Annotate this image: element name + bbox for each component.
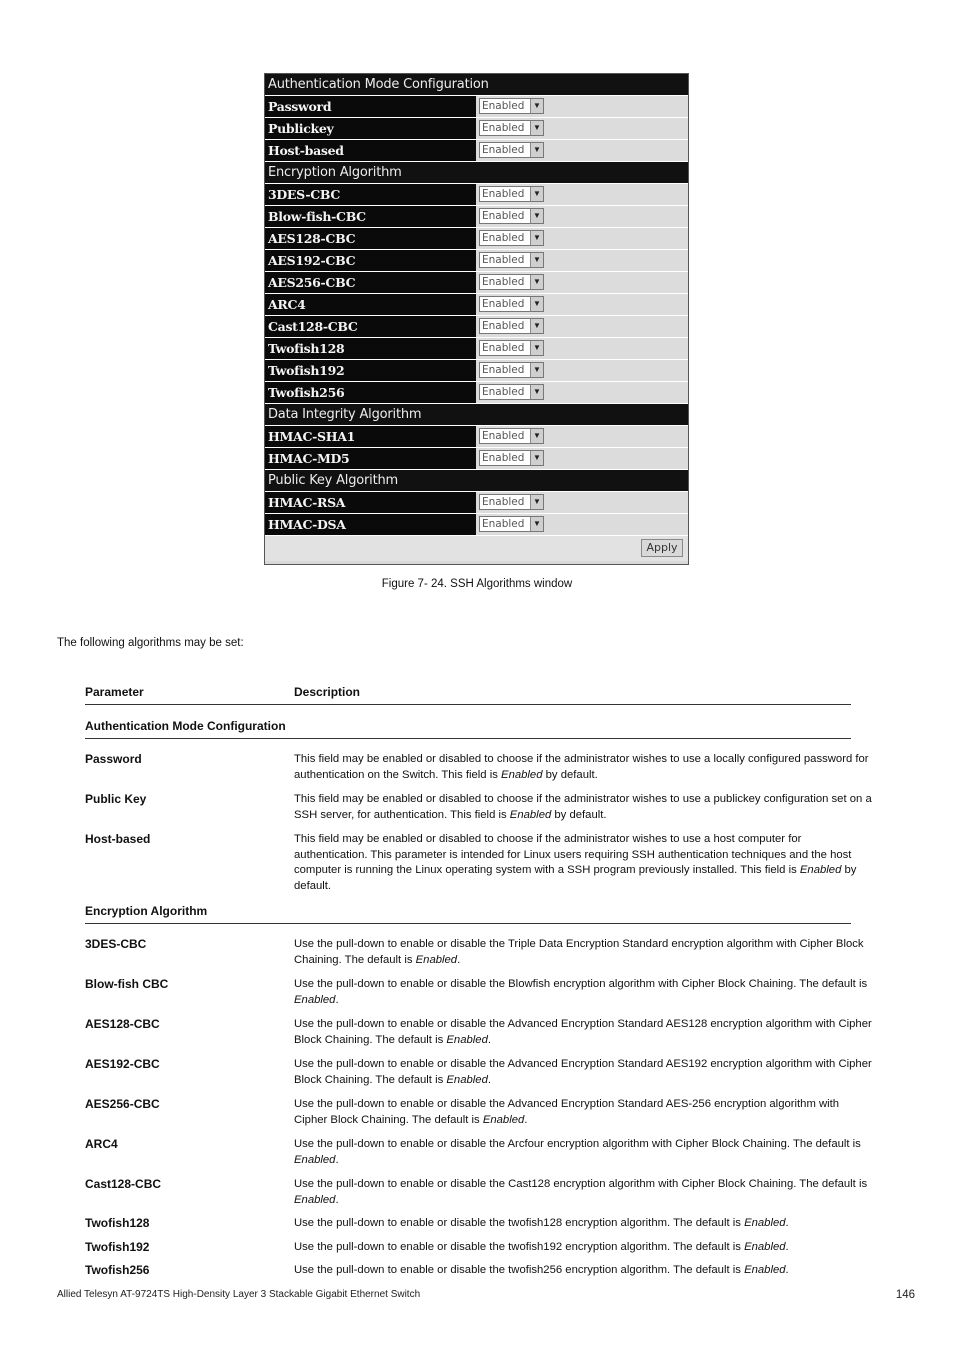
- default-value: Enabled: [799, 864, 842, 876]
- figure-caption: Figure 7- 24. SSH Algorithms window: [381, 578, 573, 590]
- select-value: Enabled: [482, 496, 525, 508]
- description-text: This field may be enabled or disabled to choose if the administrator wishes to use a host computer for authentication. This parameter is intended for Linux users requiring SSH authentication techniques and the host computer is running the Linux operating system with a SSH program previously installed. This field is: [294, 833, 852, 876]
- table-section-authentication-mode-configuration: Authentication Mode Configuration: [85, 719, 851, 739]
- chevron-down-icon[interactable]: ▼: [530, 143, 543, 157]
- setting-label: HMAC-MD5: [265, 448, 476, 469]
- table-section-encryption-algorithm: Encryption Algorithm: [85, 904, 851, 924]
- header-parameter: Parameter: [85, 685, 144, 699]
- select-value: Enabled: [482, 364, 525, 376]
- setting-value-cell: [476, 492, 688, 513]
- default-value: Enabled: [482, 1113, 525, 1126]
- table-row: [85, 1216, 875, 1232]
- setting-row-publickey: [265, 118, 688, 140]
- description-text: Use the pull-down to enable or disable the twofish256 encryption algorithm. The default is: [294, 1264, 745, 1276]
- param-name: AES192-CBC: [85, 1057, 160, 1071]
- table-header: [85, 685, 851, 705]
- description-text: Use the pull-down to enable or disable the Advanced Encryption Standard AES128 encryption algorithm with Cipher Block Chaining. The default is: [294, 1018, 872, 1046]
- setting-row-3des-cbc: [265, 184, 688, 206]
- description-tail: .: [785, 1240, 789, 1253]
- select-value: Enabled: [482, 210, 525, 222]
- setting-value-cell: [476, 228, 688, 249]
- section-header-data-integrity-algorithm: Data Integrity Algorithm: [265, 404, 688, 426]
- publickey-select[interactable]: [479, 120, 544, 136]
- setting-value-cell: [476, 338, 688, 359]
- chevron-down-icon[interactable]: ▼: [530, 121, 543, 135]
- setting-label: Publickey: [265, 118, 476, 139]
- table-row: [85, 977, 875, 1008]
- chevron-down-icon[interactable]: ▼: [530, 429, 543, 443]
- intro-text: The following algorithms may be set:: [57, 637, 244, 649]
- setting-row-hmac-sha1: [265, 426, 688, 448]
- select-value: Enabled: [482, 342, 525, 354]
- description-tail: .: [487, 1073, 491, 1086]
- setting-row-blow-fish-cbc: [265, 206, 688, 228]
- apply-button[interactable]: Apply: [641, 539, 683, 557]
- arc4-select[interactable]: [479, 296, 544, 312]
- setting-row-aes192-cbc: [265, 250, 688, 272]
- description-text: Use the pull-down to enable or disable the Cast128 encryption algorithm with Cipher Block Chaining. The default is: [294, 1178, 868, 1190]
- setting-label: Twofish128: [265, 338, 476, 359]
- default-value: Enabled: [446, 1073, 488, 1086]
- param-description: [294, 1097, 875, 1128]
- table-row: [85, 792, 875, 823]
- chevron-down-icon[interactable]: ▼: [530, 231, 543, 245]
- setting-row-host-based: [265, 140, 688, 162]
- parameter-table: [85, 685, 875, 1279]
- setting-label: Password: [265, 96, 476, 117]
- setting-row-hmac-dsa: [265, 514, 688, 536]
- aes256-cbc-select[interactable]: [479, 274, 544, 290]
- table-row: [85, 1097, 875, 1128]
- chevron-down-icon[interactable]: ▼: [530, 99, 543, 113]
- hmac-sha1-select[interactable]: [479, 428, 544, 444]
- param-name: AES128-CBC: [85, 1017, 160, 1031]
- select-value: Enabled: [482, 254, 525, 266]
- param-name: Cast128-CBC: [85, 1177, 162, 1191]
- param-description: [294, 752, 875, 783]
- default-value: Enabled: [744, 1217, 786, 1229]
- password-select[interactable]: [479, 98, 544, 114]
- select-value: Enabled: [482, 122, 525, 134]
- setting-value-cell: [476, 96, 688, 117]
- table-row: [85, 1263, 875, 1279]
- setting-row-aes128-cbc: [265, 228, 688, 250]
- section-header-encryption-algorithm: Encryption Algorithm: [265, 162, 688, 184]
- setting-label: Twofish192: [265, 360, 476, 381]
- table-row: [85, 1137, 875, 1168]
- select-value: Enabled: [482, 144, 525, 156]
- setting-label: HMAC-SHA1: [265, 426, 476, 447]
- table-row: [85, 1017, 875, 1048]
- description-tail: by default.: [542, 768, 598, 781]
- setting-value-cell: [476, 140, 688, 161]
- setting-label: Host-based: [265, 140, 476, 161]
- param-description: [294, 937, 875, 968]
- hmac-md5-select[interactable]: [479, 450, 544, 466]
- default-value: Enabled: [294, 1193, 336, 1206]
- setting-label: Twofish256: [265, 382, 476, 403]
- setting-value-cell: [476, 360, 688, 381]
- setting-row-hmac-rsa: [265, 492, 688, 514]
- chevron-down-icon[interactable]: ▼: [530, 451, 543, 465]
- table-row: [85, 832, 875, 894]
- param-name: Host-based: [85, 832, 151, 846]
- param-description: [294, 792, 875, 823]
- aes192-cbc-select[interactable]: [479, 252, 544, 268]
- panel-footer: [265, 536, 688, 561]
- setting-value-cell: [476, 426, 688, 447]
- default-value: Enabled: [744, 1264, 786, 1276]
- chevron-down-icon[interactable]: ▼: [530, 341, 543, 355]
- table-row: [85, 1057, 875, 1088]
- description-text: Use the pull-down to enable or disable the Triple Data Encryption Standard encryption algorithm with Cipher Block Chaining. The default is: [294, 938, 864, 966]
- setting-value-cell: [476, 382, 688, 403]
- param-description: [294, 977, 875, 1008]
- default-value: Enabled: [294, 1153, 336, 1166]
- default-value: Enabled: [294, 993, 336, 1006]
- setting-value-cell: [476, 272, 688, 293]
- param-name: Password: [85, 752, 142, 766]
- param-name: 3DES-CBC: [85, 937, 147, 951]
- description-tail: .: [785, 1217, 789, 1229]
- select-value: Enabled: [482, 232, 525, 244]
- param-description: [294, 1240, 875, 1256]
- table-row: [85, 937, 875, 968]
- description-tail: .: [335, 1193, 339, 1206]
- 3des-cbc-select[interactable]: [479, 186, 544, 202]
- setting-label: 3DES-CBC: [265, 184, 476, 205]
- ssh-algorithms-window: [264, 73, 689, 565]
- setting-label: Cast128-CBC: [265, 316, 476, 337]
- setting-value-cell: [476, 294, 688, 315]
- footer-product: Allied Telesyn AT-9724TS High-Density Layer 3 Stackable Gigabit Ethernet Switch: [57, 1289, 421, 1300]
- description-text: Use the pull-down to enable or disable the twofish192 encryption algorithm. The default is: [294, 1240, 745, 1253]
- setting-row-cast128-cbc: [265, 316, 688, 338]
- description-tail: by default.: [294, 864, 857, 892]
- param-description: [294, 832, 875, 894]
- twofish192-select[interactable]: [479, 362, 544, 378]
- setting-value-cell: [476, 316, 688, 337]
- host-based-select[interactable]: [479, 142, 544, 158]
- default-value: Enabled: [415, 953, 458, 966]
- hmac-rsa-select[interactable]: [479, 494, 544, 510]
- chevron-down-icon[interactable]: ▼: [530, 517, 543, 531]
- setting-value-cell: [476, 118, 688, 139]
- select-value: Enabled: [482, 100, 525, 112]
- setting-row-hmac-md5: [265, 448, 688, 470]
- description-tail: by default.: [551, 808, 607, 821]
- section-header-authentication-mode-configuration: Authentication Mode Configuration: [265, 74, 688, 96]
- param-name: AES256-CBC: [85, 1097, 160, 1111]
- twofish128-select[interactable]: [479, 340, 544, 356]
- setting-row-twofish192: [265, 360, 688, 382]
- description-tail: .: [785, 1264, 789, 1276]
- param-name: Blow-fish CBC: [85, 977, 169, 991]
- description-text: This field may be enabled or disabled to choose if the administrator wishes to use a publickey configuration set on a SSH server, for authentication. This field is: [294, 793, 872, 821]
- setting-label: Blow-fish-CBC: [265, 206, 476, 227]
- select-value: Enabled: [482, 298, 525, 310]
- param-description: [294, 1216, 875, 1232]
- default-value: Enabled: [744, 1240, 786, 1253]
- param-name: Twofish128: [85, 1216, 150, 1230]
- description-tail: .: [457, 953, 461, 966]
- setting-value-cell: [476, 514, 688, 535]
- select-value: Enabled: [482, 276, 525, 288]
- chevron-down-icon[interactable]: ▼: [530, 495, 543, 509]
- setting-row-twofish128: [265, 338, 688, 360]
- table-row: [85, 752, 875, 783]
- setting-value-cell: [476, 184, 688, 205]
- description-text: This field may be enabled or disabled to choose if the administrator wishes to use a locally configured password for authentication on the Switch. This field is: [294, 753, 869, 781]
- setting-row-twofish256: [265, 382, 688, 404]
- description-tail: .: [487, 1033, 491, 1046]
- cast128-cbc-select[interactable]: [479, 318, 544, 334]
- description-tail: .: [335, 993, 339, 1006]
- setting-label: HMAC-DSA: [265, 514, 476, 535]
- description-tail: .: [335, 1153, 339, 1166]
- setting-value-cell: [476, 448, 688, 469]
- select-value: Enabled: [482, 188, 525, 200]
- chevron-down-icon[interactable]: ▼: [530, 187, 543, 201]
- setting-row-aes256-cbc: [265, 272, 688, 294]
- description-text: Use the pull-down to enable or disable the Blowfish encryption algorithm with Cipher Block Chaining. The default is: [294, 978, 868, 990]
- param-name: Public Key: [85, 792, 147, 806]
- description-text: Use the pull-down to enable or disable the twofish128 encryption algorithm. The default is: [294, 1217, 745, 1229]
- setting-row-arc4: [265, 294, 688, 316]
- blow-fish-cbc-select[interactable]: [479, 208, 544, 224]
- chevron-down-icon[interactable]: ▼: [530, 275, 543, 289]
- section-header-public-key-algorithm: Public Key Algorithm: [265, 470, 688, 492]
- setting-label: HMAC-RSA: [265, 492, 476, 513]
- hmac-dsa-select[interactable]: [479, 516, 544, 532]
- select-value: Enabled: [482, 452, 525, 464]
- select-value: Enabled: [482, 518, 525, 530]
- param-description: [294, 1017, 875, 1048]
- table-row: [85, 1177, 875, 1208]
- page-number: 146: [895, 1289, 915, 1301]
- setting-label: AES192-CBC: [265, 250, 476, 271]
- setting-label: ARC4: [265, 294, 476, 315]
- select-value: Enabled: [482, 386, 525, 398]
- table-row: [85, 1240, 875, 1256]
- default-value: Enabled: [509, 808, 552, 821]
- default-value: Enabled: [501, 768, 543, 781]
- param-description: [294, 1057, 875, 1088]
- param-description: [294, 1177, 875, 1208]
- aes128-cbc-select[interactable]: [479, 230, 544, 246]
- param-name: Twofish256: [85, 1263, 150, 1277]
- setting-value-cell: [476, 206, 688, 227]
- description-text: Use the pull-down to enable or disable the Arcfour encryption algorithm with Cipher Block Chaining. The default is: [294, 1138, 861, 1150]
- select-value: Enabled: [482, 320, 525, 332]
- select-value: Enabled: [482, 430, 525, 442]
- chevron-down-icon[interactable]: ▼: [530, 319, 543, 333]
- param-description: [294, 1263, 875, 1279]
- header-description: Description: [294, 685, 361, 699]
- setting-label: AES128-CBC: [265, 228, 476, 249]
- twofish256-select[interactable]: [479, 384, 544, 400]
- description-text: Use the pull-down to enable or disable the Advanced Encryption Standard AES-256 encryption algorithm with Cipher Block Chaining. The default is: [294, 1098, 840, 1126]
- page-footer: [57, 1289, 915, 1301]
- description-tail: .: [524, 1113, 528, 1126]
- setting-value-cell: [476, 250, 688, 271]
- param-name: Twofish192: [85, 1239, 150, 1254]
- chevron-down-icon[interactable]: ▼: [530, 363, 543, 377]
- chevron-down-icon[interactable]: ▼: [530, 385, 543, 399]
- setting-label: AES256-CBC: [265, 272, 476, 293]
- setting-row-password: [265, 96, 688, 118]
- chevron-down-icon[interactable]: ▼: [530, 297, 543, 311]
- param-name: ARC4: [85, 1137, 118, 1151]
- param-description: [294, 1137, 875, 1168]
- chevron-down-icon[interactable]: ▼: [530, 209, 543, 223]
- default-value: Enabled: [446, 1033, 488, 1046]
- chevron-down-icon[interactable]: ▼: [530, 253, 543, 267]
- description-text: Use the pull-down to enable or disable the Advanced Encryption Standard AES192 encryption algorithm with Cipher Block Chaining. The default is: [294, 1058, 872, 1086]
